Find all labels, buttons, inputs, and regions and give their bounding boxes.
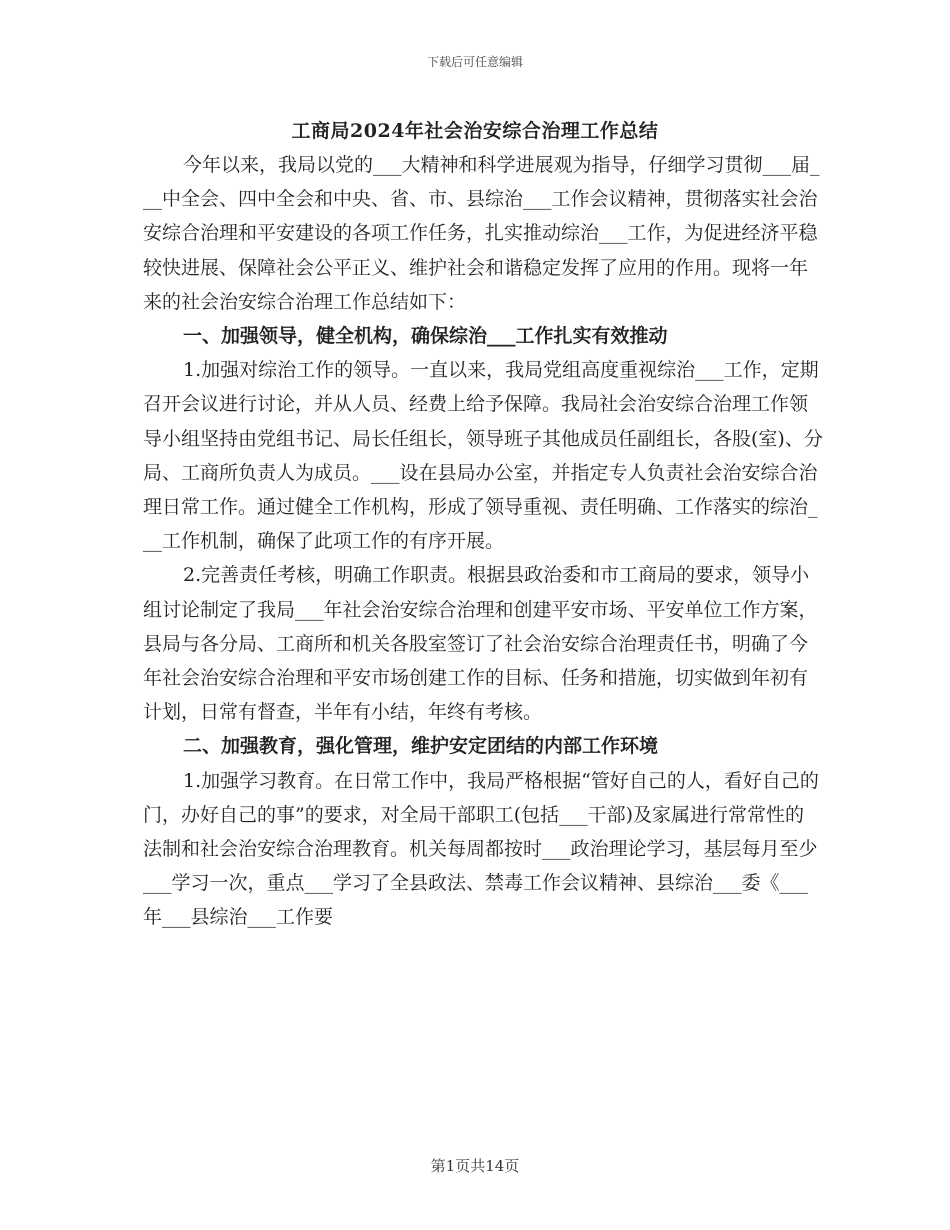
paragraph: 1.加强对综治工作的领导。一直以来，我局党组高度重视综治___工作，定期召开会议进行讨论，并从人员、经费上给予保障。我局社会治安综合治理工作领导小组坚持由党组书记、局长任组长，领导班子其他成员任副组长，各股(室)、分局、工商所负责人为成员。___设在县局办公室，并指定专人负责社会治安综合治理日常工作。通过健全工作机构，形成了领导重视、责任明确、工作落实的综治___工作机制，确保了此项工作的有序开展。 — [143, 359, 823, 553]
section-heading: 二、加强教育，强化管理，维护安定团结的内部工作环境 — [183, 735, 659, 758]
paragraph: 1.加强学习教育。在日常工作中，我局严格根据“管好自己的人，看好自己的门，办好自己的事”的要求，对全局干部职工(包括___干部)及家属进行常常性的法制和社会治安综合治理教育。机关每周都按时___政治理论学习，基层每月至少___学习一次，重点___学习了全县政法、禁毒工作会议精神、县综治___委《___年___县综治___工作要 — [143, 769, 819, 929]
header-note: 下载后可任意编辑 — [426, 55, 523, 69]
section-heading: 一、加强领导，健全机构，确保综治___工作扎实有效推动 — [183, 325, 668, 348]
document-title: 工商局2024年社会治安综合治理工作总结 — [291, 120, 659, 142]
page-footer: 第1页共14页 — [430, 1157, 520, 1175]
paragraph: 2.完善责任考核，明确工作职责。根据县政治委和市工商局的要求，领导小组讨论制定了我局___年社会治安综合治理和创建平安市场、平安单位工作方案，县局与各分局、工商所和机关各股室签订了社会治安综合治理责任书，明确了今年社会治安综合治理和平安市场创建工作的目标、任务和措施，切实做到年初有计划，日常有督查，半年有小结，年终有考核。 — [143, 564, 818, 724]
paragraph: 今年以来，我局以党的___大精神和科学进展观为指导，仔细学习贯彻___届___中全会、四中全会和中央、省、市、县综治___工作会议精神，贯彻落实社会治安综合治理和平安建设的各项工作任务，扎实推动综治___工作，为促进经济平稳较快进展、保障社会公平正义、维护社会和谐稳定发挥了应用的作用。现将一年来的社会治安综合治理工作总结如下： — [143, 154, 820, 313]
document-body — [143, 148, 823, 935]
